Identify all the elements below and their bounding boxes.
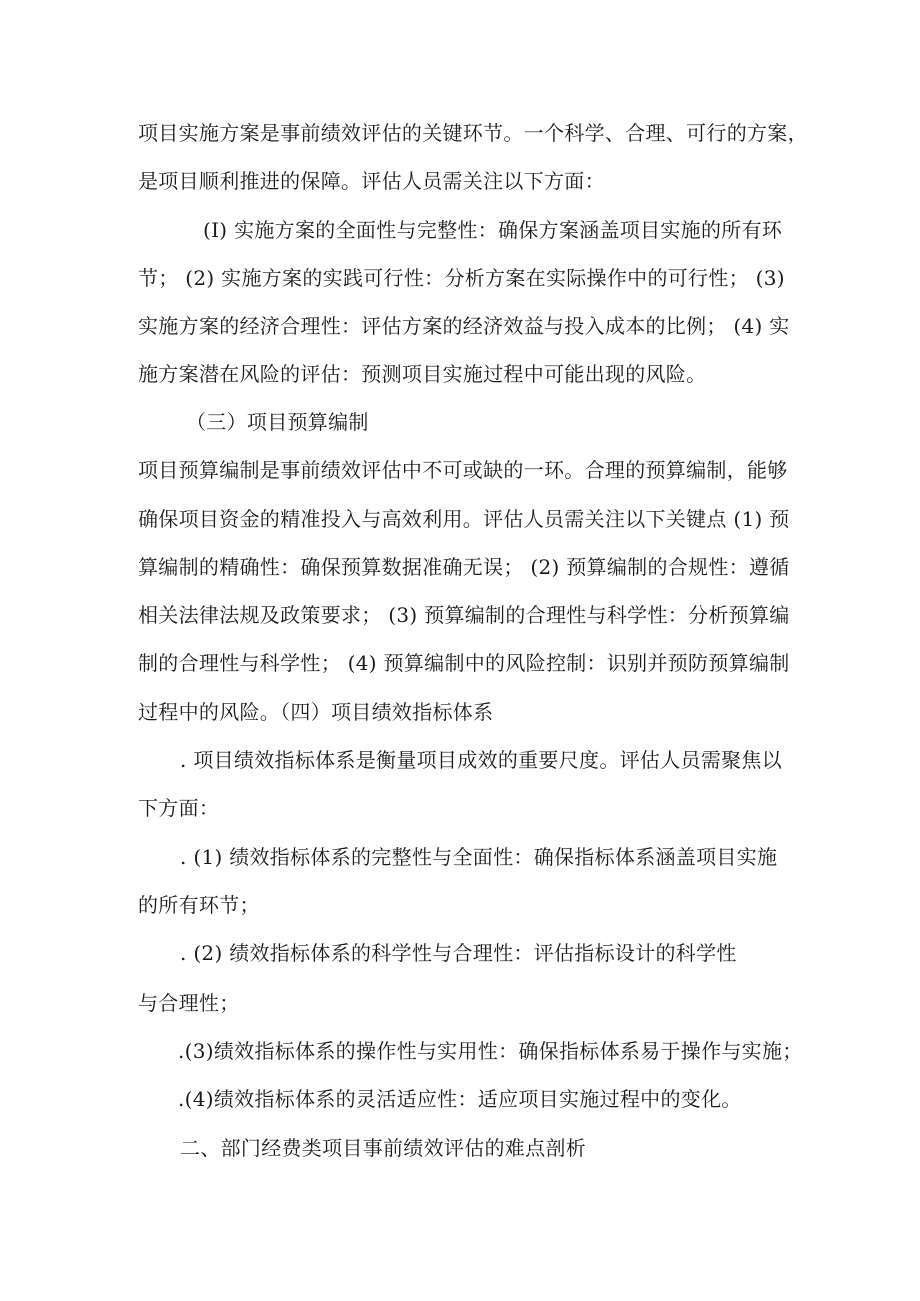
paragraph-line: 是项目顺利推进的保障。评估人员需关注以下方面： (138, 169, 605, 193)
list-item-line: . (2) 绩效指标体系的科学性与合理性：评估指标设计的科学性 (180, 941, 737, 965)
list-item-line: .(4)绩效指标体系的灵活适应性：适应项目实施过程中的变化。 (178, 1087, 742, 1111)
paragraph-line: 过程中的风险。（四）项目绩效指标体系 (138, 700, 494, 724)
paragraph-line: 算编制的精确性：确保预算数据准确无误； (2) 预算编制的合规性：遵循 (138, 555, 790, 579)
paragraph-line: 制的合理性与科学性； (4) 预算编制中的风险控制：识别并预防预算编制 (138, 651, 790, 675)
paragraph-line: 项目实施方案是事前绩效评估的关键环节。一个科学、合理、可行的方案， (138, 121, 808, 145)
paragraph-line: 相关法律法规及政策要求； (3) 预算编制的合理性与科学性：分析预算编 (138, 603, 790, 627)
list-item-line: .(3)绩效指标体系的操作性与实用性：确保指标体系易于操作与实施； (178, 1039, 803, 1063)
list-item-line: 的所有环节； (138, 893, 260, 917)
list-item-line: 实施方案的经济合理性：评估方案的经济效益与投入成本的比例； (4) 实 (138, 314, 790, 338)
paragraph-line: 下方面： (138, 796, 220, 820)
list-item-line: 节； (2) 实施方案的实践可行性：分析方案在实际操作中的可行性； (3) (138, 266, 785, 290)
paragraph-line: . 项目绩效指标体系是衡量项目成效的重要尺度。评估人员需聚焦以 (180, 748, 783, 772)
list-item-line: (I) 实施方案的全面性与完整性：确保方案涵盖项目实施的所有环 (203, 218, 783, 242)
list-item-line: 施方案潜在风险的评估：预测项目实施过程中可能出现的风险。 (138, 362, 707, 386)
paragraph-line: 项目预算编制是事前绩效评估中不可或缺的一环。合理的预算编制，能够 (138, 458, 788, 482)
list-item-line: . (1) 绩效指标体系的完整性与全面性：确保指标体系涵盖项目实施 (180, 845, 778, 869)
section-heading: 二、部门经费类项目事前绩效评估的难点剖析 (180, 1136, 586, 1160)
section-heading: （三）项目预算编制 (186, 410, 369, 434)
list-item-line: 与合理性； (138, 991, 240, 1015)
paragraph-line: 确保项目资金的精准投入与高效利用。评估人员需关注以下关键点 (1) 预 (138, 507, 790, 531)
